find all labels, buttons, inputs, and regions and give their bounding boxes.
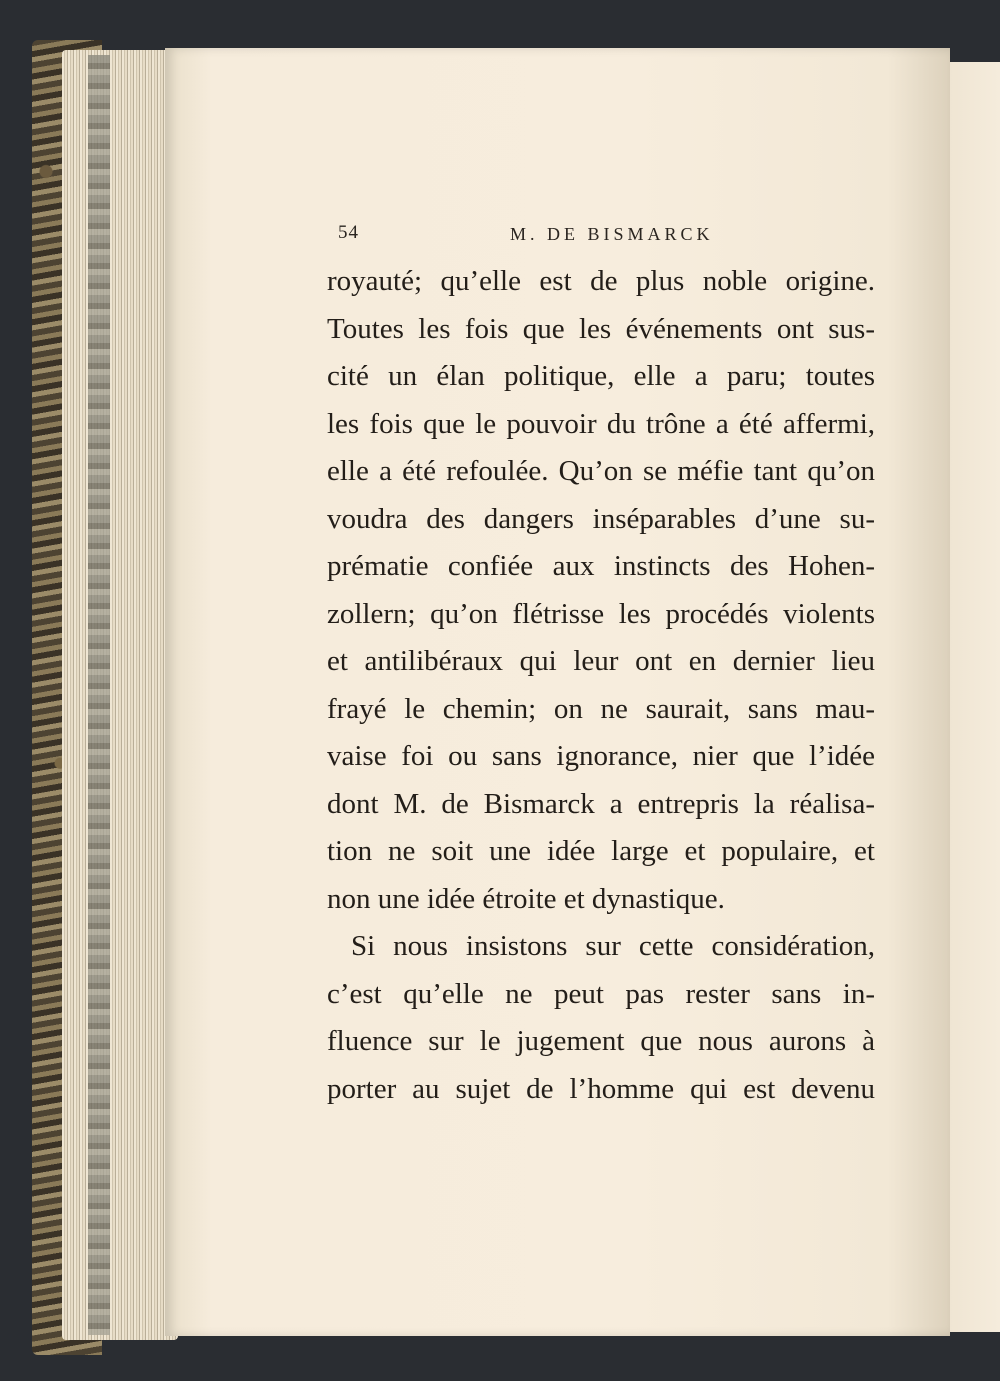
text-line: Toutes les fois que les événements ont sus- [327,312,875,345]
text-line: zollern; qu’on flétrisse les procédés violents [327,597,875,630]
text-line: fluence sur le jugement que nous aurons à [327,1025,875,1057]
text-line: c’est qu’elle ne peut pas rester sans in- [327,977,875,1010]
text-line: prématie confiée aux instincts des Hohen- [327,550,875,582]
running-title: M. DE BISMARCK [510,224,714,244]
text-line: vaise foi ou sans ignorance, nier que l’idée [327,740,875,772]
text-line: dont M. de Bismarck a entrepris la réalisa- [327,787,875,820]
text-line: non une idée étroite et dynastique. [327,882,725,915]
text-line: voudra des dangers inséparables d’une su- [327,502,875,535]
page-edges-stack [62,50,178,1340]
page-number: 54 [338,222,359,243]
text-line: porter au sujet de l’homme qui est devenu [327,1072,875,1105]
text-line: frayé le chemin; on ne saurait, sans mau- [327,692,875,725]
running-header [338,222,738,248]
text-line: tion ne soit une idée large et populaire, et [327,835,875,867]
text-line: les fois que le pouvoir du trône a été affermi, [327,407,875,440]
text-line: cité un élan politique, elle a paru; toutes [327,360,875,392]
page-edges-shadow [88,55,110,1335]
text-line: elle a été refoulée. Qu’on se méfie tant qu’on [327,455,875,487]
text-line: royauté; qu’elle est de plus noble origine. [327,265,875,297]
body-text [327,258,875,1113]
text-line: et antilibéraux qui leur ont en dernier lieu [327,645,875,677]
text-line: Si nous insistons sur cette considération, [351,930,875,962]
